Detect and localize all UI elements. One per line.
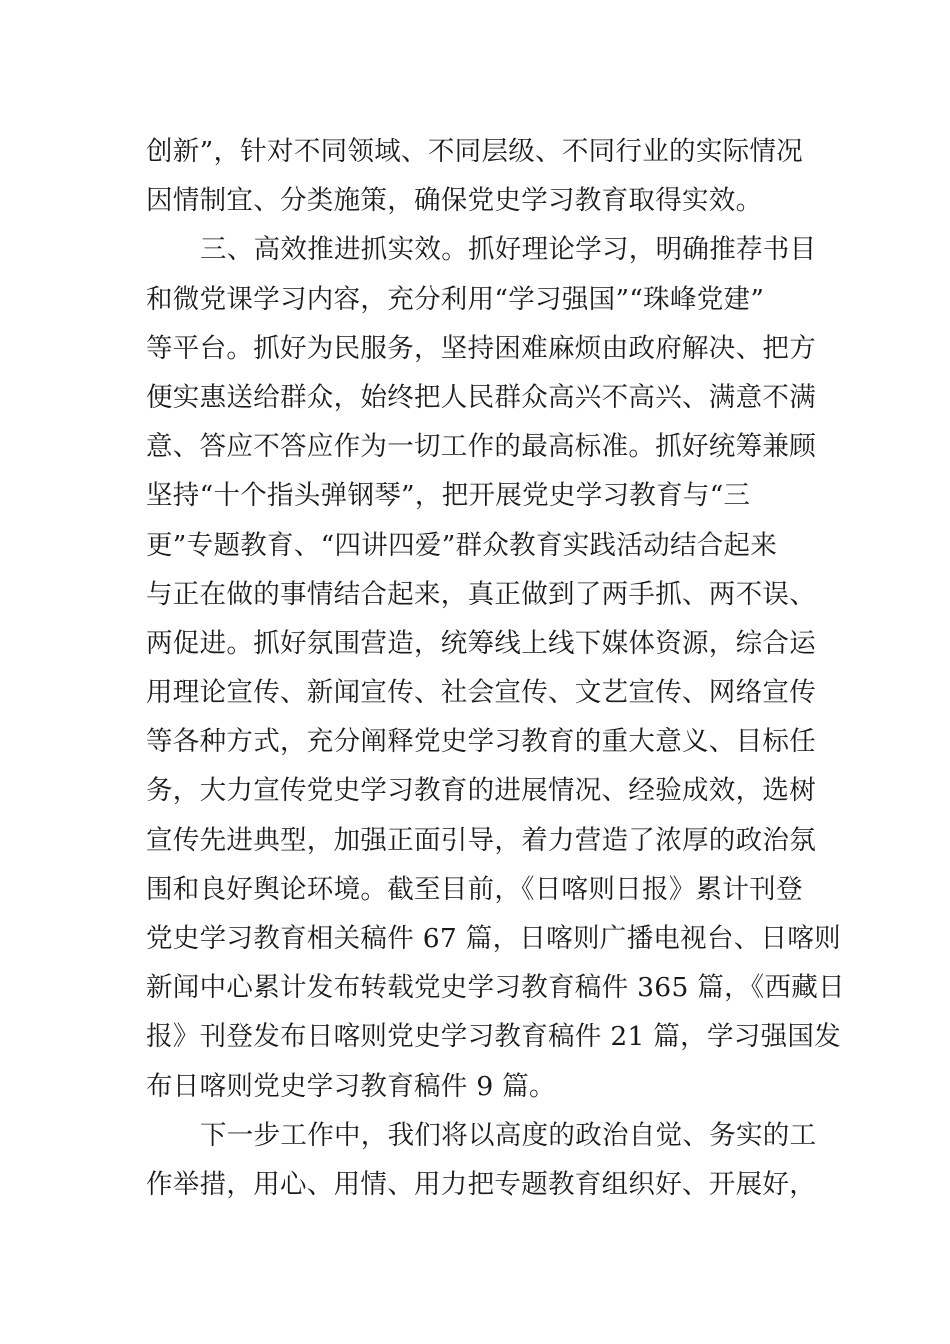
text-line: 创新”，针对不同领域、不同层级、不同行业的实际情况	[146, 136, 804, 167]
text-line: 党史学习教育相关稿件 67 篇，日喀则广播电视台、日喀则	[146, 923, 841, 954]
text-line: 坚持“十个指头弹钢琴”，把开展党史学习教育与“三	[146, 480, 751, 512]
text-line: 务，大力宣传党史学习教育的进展情况、经验成效，选树	[146, 775, 816, 807]
text-line: 因情制宜、分类施策，确保党史学习教育取得实效。	[146, 185, 763, 217]
text-line: 两促进。抓好氛围营造，统筹线上线下媒体资源，综合运	[146, 627, 816, 659]
text-line: 和微党课学习内容，充分利用“学习强国”“珠峰党建”	[146, 283, 765, 315]
text-line: 新闻中心累计发布转载党史学习教育稿件 365 篇，《西藏日	[146, 972, 845, 1004]
paragraph-start-line: 下一步工作中，我们将以高度的政治自觉、务实的工	[200, 1119, 817, 1151]
text-line: 围和良好舆论环境。截至目前，《日喀则日报》累计刊登	[146, 873, 803, 905]
text-line: 宣传先进典型，加强正面引导，着力营造了浓厚的政治氛	[146, 824, 816, 856]
text-line: 报》刊登发布日喀则党史学习教育稿件 21 篇，学习强国发	[146, 1021, 841, 1053]
text-line: 布日喀则党史学习教育稿件 9 篇。	[146, 1070, 556, 1102]
text-line: 意、答应不答应作为一切工作的最高标准。抓好统筹兼顾	[146, 431, 816, 463]
text-line: 更”专题教育、“四讲四爱”群众教育实践活动结合起来	[146, 529, 778, 561]
text-line: 等平台。抓好为民服务，坚持困难麻烦由政府解决、把方	[146, 332, 816, 364]
body-text	[146, 127, 845, 1209]
text-line: 便实惠送给群众，始终把人民群众高兴不高兴、满意不满	[146, 381, 816, 413]
text-line: 用理论宣传、新闻宣传、社会宣传、文艺宣传、网络宣传	[146, 677, 816, 709]
text-line: 作举措，用心、用情、用力把专题教育组织好、开展好，	[146, 1168, 816, 1200]
paragraph-start-line: 三、高效推进抓实效。抓好理论学习，明确推荐书目	[200, 234, 817, 266]
text-line: 等各种方式，充分阐释党史学习教育的重大意义、目标任	[146, 726, 816, 758]
text-line: 与正在做的事情结合起来，真正做到了两手抓、两不误、	[146, 578, 816, 610]
